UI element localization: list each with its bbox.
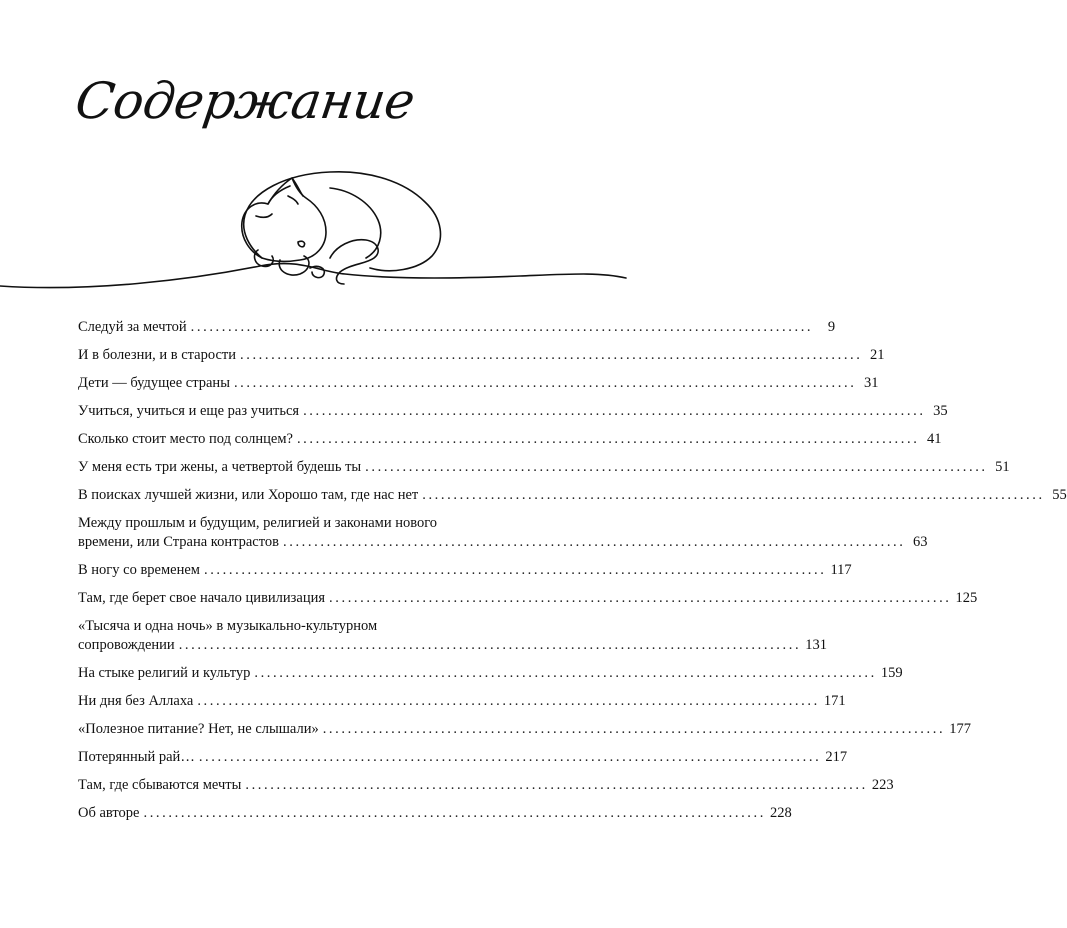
toc-leader-dots: ....................................................................................................: [178, 637, 802, 653]
toc-entry-page: 217: [825, 749, 848, 765]
toc-leader-dots: ....................................................................................................: [190, 319, 814, 335]
toc-entry-title: Ни дня без Аллаха: [78, 693, 194, 709]
toc-leader-dots: ....................................................................................................: [240, 347, 863, 363]
toc-leader-dots: ....................................................................................................: [422, 487, 1045, 503]
toc-entry-title-line1: «Тысяча и одна ночь» в музыкально-культурном: [78, 618, 378, 634]
toc-entry-page: 171: [823, 693, 846, 709]
toc-leader-dots: ....................................................................................................: [143, 805, 766, 821]
toc-entry-title: «Полезное питание? Нет, не слышали»: [78, 721, 319, 737]
toc-entry-page: 51: [995, 459, 1010, 475]
toc-entry-title: Потерянный рай…: [78, 749, 195, 765]
toc-leader-dots: ....................................................................................................: [296, 431, 920, 447]
toc-entry[interactable]: [78, 486, 1067, 505]
toc-entry[interactable]: [78, 430, 942, 449]
toc-entry-title: Об авторе: [78, 805, 140, 821]
toc-leader-dots: ....................................................................................................: [197, 693, 820, 709]
toc-entry-page: 125: [955, 590, 978, 606]
toc-entry[interactable]: [78, 318, 836, 337]
toc-entry-title: Следуй за мечтой: [78, 319, 187, 335]
toc-entry[interactable]: [78, 776, 894, 795]
toc-leader-dots: ....................................................................................................: [329, 590, 952, 606]
toc-leader-dots: ....................................................................................................: [322, 721, 946, 737]
toc-entry-title: В поисках лучшей жизни, или Хорошо там, где нас нет: [78, 487, 419, 503]
toc-entry[interactable]: [78, 692, 846, 711]
toc-entry-page: 177: [949, 721, 971, 737]
toc-entry-page: 31: [863, 375, 879, 391]
toc-entry-title: Дети — будущее страны: [78, 375, 230, 391]
toc-leader-dots: ....................................................................................................: [203, 562, 827, 578]
toc-entry[interactable]: [78, 589, 978, 608]
toc-entry[interactable]: [78, 458, 1010, 477]
toc-entry[interactable]: [78, 346, 885, 365]
toc-entry-page: 117: [830, 562, 852, 578]
toc-entry-page: 63: [913, 534, 928, 550]
toc-entry-title: На стыке религий и культур: [78, 665, 251, 681]
toc-leader-dots: ....................................................................................................: [254, 665, 877, 681]
toc-entry-page: 131: [805, 637, 827, 653]
toc-entry-page: 9: [827, 319, 836, 335]
toc-entry[interactable]: [78, 804, 792, 823]
toc-entry-title: Там, где сбываются мечты: [78, 777, 242, 793]
sleeping-cat-illustration: [0, 160, 626, 300]
toc-entry-page: 41: [926, 431, 942, 447]
toc-entry[interactable]: [78, 514, 928, 552]
toc-entry-title-line2: времени, или Страна контрастов: [78, 534, 279, 550]
toc-leader-dots: ....................................................................................................: [365, 459, 988, 475]
toc-leader-dots: ....................................................................................................: [233, 375, 857, 391]
toc-leader-dots: ....................................................................................................: [303, 403, 926, 419]
toc-entry[interactable]: [78, 664, 903, 683]
toc-leader-dots: ....................................................................................................: [283, 534, 906, 550]
toc-entry-title-line1: Между прошлым и будущим, религией и законами нового: [78, 515, 438, 531]
toc-entry[interactable]: [78, 561, 852, 580]
toc-entry-page: 55: [1052, 487, 1067, 503]
toc-entry-title: Учиться, учиться и еще раз учиться: [78, 403, 300, 419]
toc-entry-title: В ногу со временем: [78, 562, 200, 578]
toc-entry[interactable]: [78, 720, 971, 739]
toc-entry[interactable]: [78, 748, 848, 767]
page-title: Содержание: [71, 72, 419, 130]
toc-entry[interactable]: [78, 374, 879, 393]
toc-entry-page: 228: [769, 805, 792, 821]
toc-entry-page: 35: [933, 403, 948, 419]
toc-entry[interactable]: [78, 617, 827, 655]
toc-entry-title: И в болезни, и в старости: [78, 347, 236, 363]
toc-entry-page: 21: [870, 347, 885, 363]
toc-entry-title: Там, где берет свое начало цивилизация: [78, 590, 326, 606]
toc-entry[interactable]: [78, 402, 948, 421]
toc-leader-dots: ....................................................................................................: [198, 749, 822, 765]
toc-entry-page: 223: [871, 777, 894, 793]
toc-entry-title: Сколько стоит место под солнцем?: [78, 431, 293, 447]
toc-entry-title: У меня есть три жены, а четвертой будешь ты: [78, 459, 362, 475]
toc-entry-title-line2: сопровождении: [78, 637, 175, 653]
toc-entry-page: 159: [880, 665, 903, 681]
toc-leader-dots: ....................................................................................................: [245, 777, 868, 793]
table-of-contents: [78, 318, 1067, 832]
